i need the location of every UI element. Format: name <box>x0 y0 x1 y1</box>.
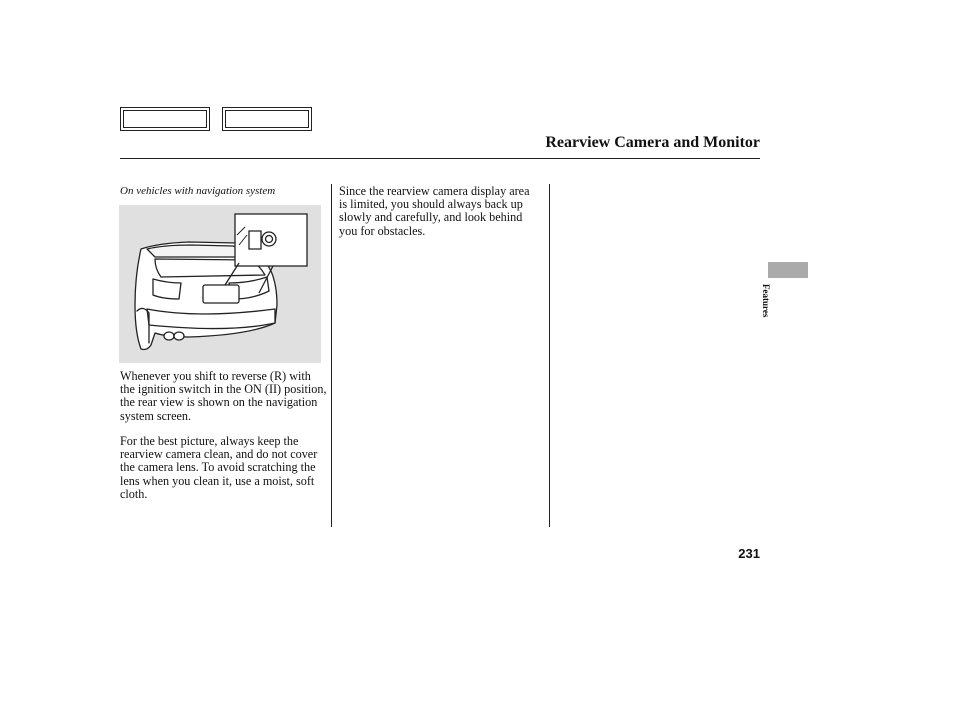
column-divider-2 <box>549 184 550 527</box>
page-number: 231 <box>738 546 760 561</box>
section-label: Features <box>761 284 771 318</box>
nav-box-blank-2[interactable] <box>222 107 312 131</box>
paragraph-keep-clean: For the best picture, always keep the rearview camera clean, and do not cover the camera lens. To avoid scratching the lens when you clean it, use a moist, soft cloth. <box>120 434 318 501</box>
nav-box-blank-1[interactable] <box>120 107 210 131</box>
column-divider-1 <box>331 184 332 527</box>
section-tab-marker[interactable] <box>768 262 808 278</box>
paragraph-reverse-view: Whenever you shift to reverse (R) with the ignition switch in the ON (II) position, the rear view is shown on the navigation system screen. <box>120 369 327 423</box>
figure-caption: On vehicles with navigation system <box>120 185 276 197</box>
header-rule <box>120 158 760 159</box>
paragraph-limited-area: Since the rearview camera display area is limited, you should always back up slowly and carefully, and look behind you for obstacles. <box>339 184 530 238</box>
page-title: Rearview Camera and Monitor <box>545 134 760 151</box>
rear-camera-illustration <box>119 205 321 363</box>
car-rear-drawing <box>119 205 321 363</box>
